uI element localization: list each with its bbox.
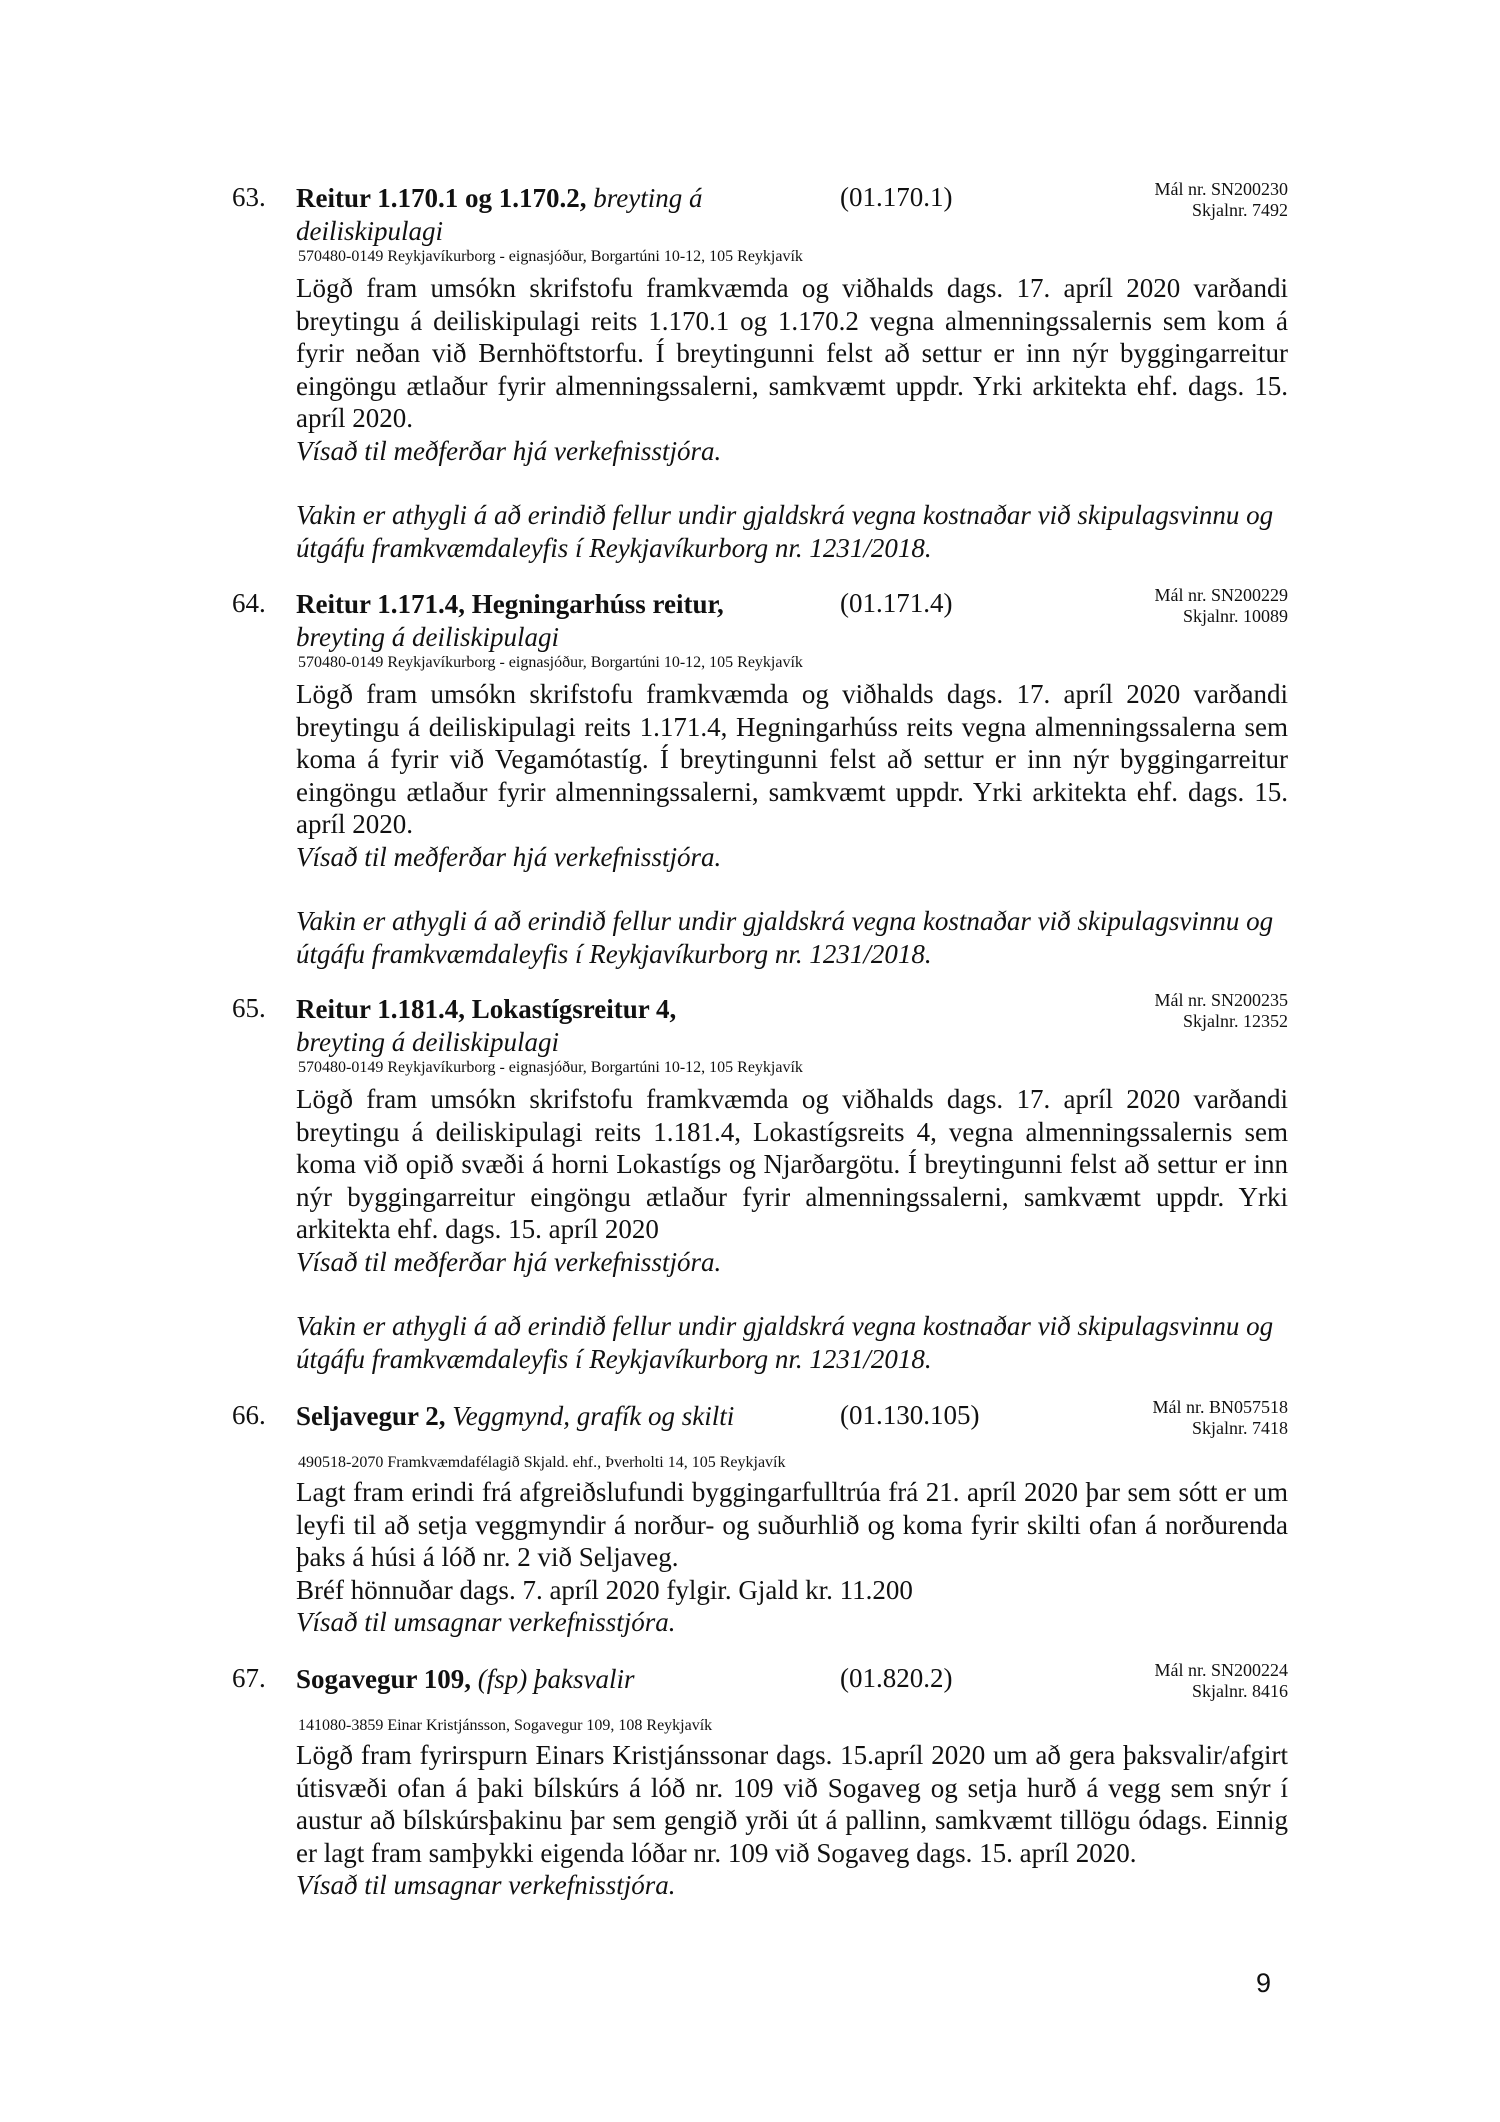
item-body (296, 678, 1288, 970)
item-decision: Vísað til meðferðar hjá verkefnisstjóra. (296, 435, 722, 466)
item-body (296, 1476, 1288, 1639)
applicant: 490518-2070 Framkvæmdafélagið Skjald. ehf., Þverholti 14, 105 Reykjavík (298, 1454, 786, 1471)
case-number: Mál nr. SN200230 (1154, 179, 1288, 199)
item-decision: Vísað til umsagnar verkefnisstjóra. (296, 1607, 676, 1637)
item-code: (01.170.1) (840, 182, 953, 212)
item-number: 67. (232, 1663, 266, 1693)
item-note: Vakin er athygli á að erindið fellur undir gjaldskrá vegna kostnaðar við skipulagsvinnu og útgáfu framkvæmdaleyfis í Reykjavíkurborg nr. 1231/2018. (296, 906, 1274, 969)
applicant: 570480-0149 Reykjavíkurborg - eignasjóður, Borgartúni 10-12, 105 Reykjavík (298, 1059, 803, 1076)
item-attachment: Bréf hönnuðar dags. 7. apríl 2020 fylgir. Gjald kr. 11.200 (296, 1574, 913, 1605)
item-title-italic: breyting á deiliskipulagi (296, 622, 559, 652)
item-decision: Vísað til meðferðar hjá verkefnisstjóra. (296, 1246, 722, 1277)
item-number: 64. (232, 588, 266, 618)
applicant: 141080-3859 Einar Kristjánsson, Sogavegur 109, 108 Reykjavík (298, 1717, 713, 1734)
item-title-italic: Veggmynd, grafík og skilti (452, 1401, 735, 1431)
applicant: 570480-0149 Reykjavíkurborg - eignasjóður, Borgartúni 10-12, 105 Reykjavík (298, 248, 803, 265)
case-reference (1152, 1397, 1288, 1439)
case-reference (1154, 585, 1288, 627)
case-number: Mál nr. SN200229 (1154, 585, 1288, 605)
item-number: 63. (232, 182, 266, 212)
item-code: (01.130.105) (840, 1400, 980, 1430)
item-text: Lögð fram umsókn skrifstofu framkvæmda og viðhalds dags. 17. apríl 2020 varðandi breytingu á deiliskipulagi reits 1.170.1 og 1.170.2 vegna almenningssalernis sem kom á fyrir neðan við Bernhöftstorfu. Í breytingunni felst að settur er inn nýr byggingarreitur eingöngu ætlaður fyrir almenningssalerni, samkvæmt uppdr. Yrki arkitekta ehf. dags. 15. apríl 2020. (296, 273, 1288, 433)
item-title (296, 1400, 766, 1433)
item-code: (01.820.2) (840, 1663, 953, 1693)
item-decision: Vísað til umsagnar verkefnisstjóra. (296, 1870, 676, 1900)
item-body (296, 1739, 1288, 1902)
item-text: Lagt fram erindi frá afgreiðslufundi byggingarfulltrúa frá 21. apríl 2020 þar sem sótt er um leyfi til að setja veggmyndir á norður- og suðurhlið og koma fyrir skilti ofan á norðurenda þaks á húsi á lóð nr. 2 við Seljaveg. (296, 1477, 1288, 1572)
item-title-italic: (fsp) þaksvalir (477, 1664, 635, 1694)
item-title-italic: breyting á deiliskipulagi (296, 183, 703, 246)
item-decision: Vísað til meðferðar hjá verkefnisstjóra. (296, 841, 722, 872)
document-number: Skjalnr. 7492 (1191, 200, 1288, 220)
document-number: Skjalnr. 12352 (1182, 1011, 1288, 1031)
item-note: Vakin er athygli á að erindið fellur undir gjaldskrá vegna kostnaðar við skipulagsvinnu og útgáfu framkvæmdaleyfis í Reykjavíkurborg nr. 1231/2018. (296, 1311, 1274, 1374)
document-number: Skjalnr. 7418 (1191, 1418, 1288, 1438)
item-body (296, 272, 1288, 564)
item-title (296, 993, 766, 1059)
item-title (296, 1663, 766, 1696)
case-reference (1154, 179, 1288, 221)
applicant: 570480-0149 Reykjavíkurborg - eignasjóður, Borgartúni 10-12, 105 Reykjavík (298, 654, 803, 671)
item-number: 65. (232, 993, 266, 1023)
case-reference (1154, 990, 1288, 1032)
item-title-italic: breyting á deiliskipulagi (296, 1027, 559, 1057)
item-title-bold: Reitur 1.181.4, Lokastígsreitur 4, (296, 994, 677, 1024)
page-number: 9 (1256, 1968, 1272, 1998)
item-code: (01.171.4) (840, 588, 953, 618)
document-number: Skjalnr. 8416 (1191, 1681, 1288, 1701)
item-title-bold: Seljavegur 2, (296, 1401, 446, 1431)
item-text: Lögð fram umsókn skrifstofu framkvæmda og viðhalds dags. 17. apríl 2020 varðandi breytingu á deiliskipulagi reits 1.181.4, Lokastígsreits 4, vegna almenningssalernis sem koma við opið svæði á horni Lokastígs og Njarðargötu. Í breytingunni felst að settur er inn nýr byggingarreitur eingöngu ætlaður fyrir almenningssalerni, samkvæmt uppdr. Yrki arkitekta ehf. dags. 15. apríl 2020 (296, 1084, 1288, 1244)
item-body (296, 1083, 1288, 1375)
item-title-bold: Reitur 1.171.4, Hegningarhúss reitur, (296, 589, 724, 619)
case-reference (1154, 1660, 1288, 1702)
document-number: Skjalnr. 10089 (1182, 606, 1288, 626)
item-text: Lögð fram umsókn skrifstofu framkvæmda og viðhalds dags. 17. apríl 2020 varðandi breytingu á deiliskipulagi reits 1.171.4, Hegningarhúss reits vegna almenningssalerna sem koma á fyrir við Vegamótastíg. Í breytingunni felst að settur er inn nýr byggingarreitur eingöngu ætlaður fyrir almenningssalerni, samkvæmt uppdr. Yrki arkitekta ehf. dags. 15. apríl 2020. (296, 679, 1288, 839)
item-title (296, 588, 766, 654)
case-number: Mál nr. BN057518 (1152, 1397, 1288, 1417)
case-number: Mál nr. SN200224 (1154, 1660, 1288, 1680)
item-title-bold: Sogavegur 109, (296, 1664, 472, 1694)
item-title (296, 182, 766, 248)
item-title-bold: Reitur 1.170.1 og 1.170.2, (296, 183, 587, 213)
item-note: Vakin er athygli á að erindið fellur undir gjaldskrá vegna kostnaðar við skipulagsvinnu og útgáfu framkvæmdaleyfis í Reykjavíkurborg nr. 1231/2018. (296, 500, 1274, 563)
item-text: Lögð fram fyrirspurn Einars Kristjánssonar dags. 15.apríl 2020 um að gera þaksvalir/afgirt útisvæði ofan á þaki bílskúrs á lóð nr. 109 við Sogaveg og setja hurð á vegg sem snýr í austur að bílskúrsþakinu þar sem gengið yrði út á pallinn, samkvæmt tillögu ódags. Einnig er lagt fram samþykki eigenda lóðar nr. 109 við Sogaveg dags. 15. apríl 2020. (296, 1740, 1288, 1868)
case-number: Mál nr. SN200235 (1154, 990, 1288, 1010)
item-number: 66. (232, 1400, 266, 1430)
